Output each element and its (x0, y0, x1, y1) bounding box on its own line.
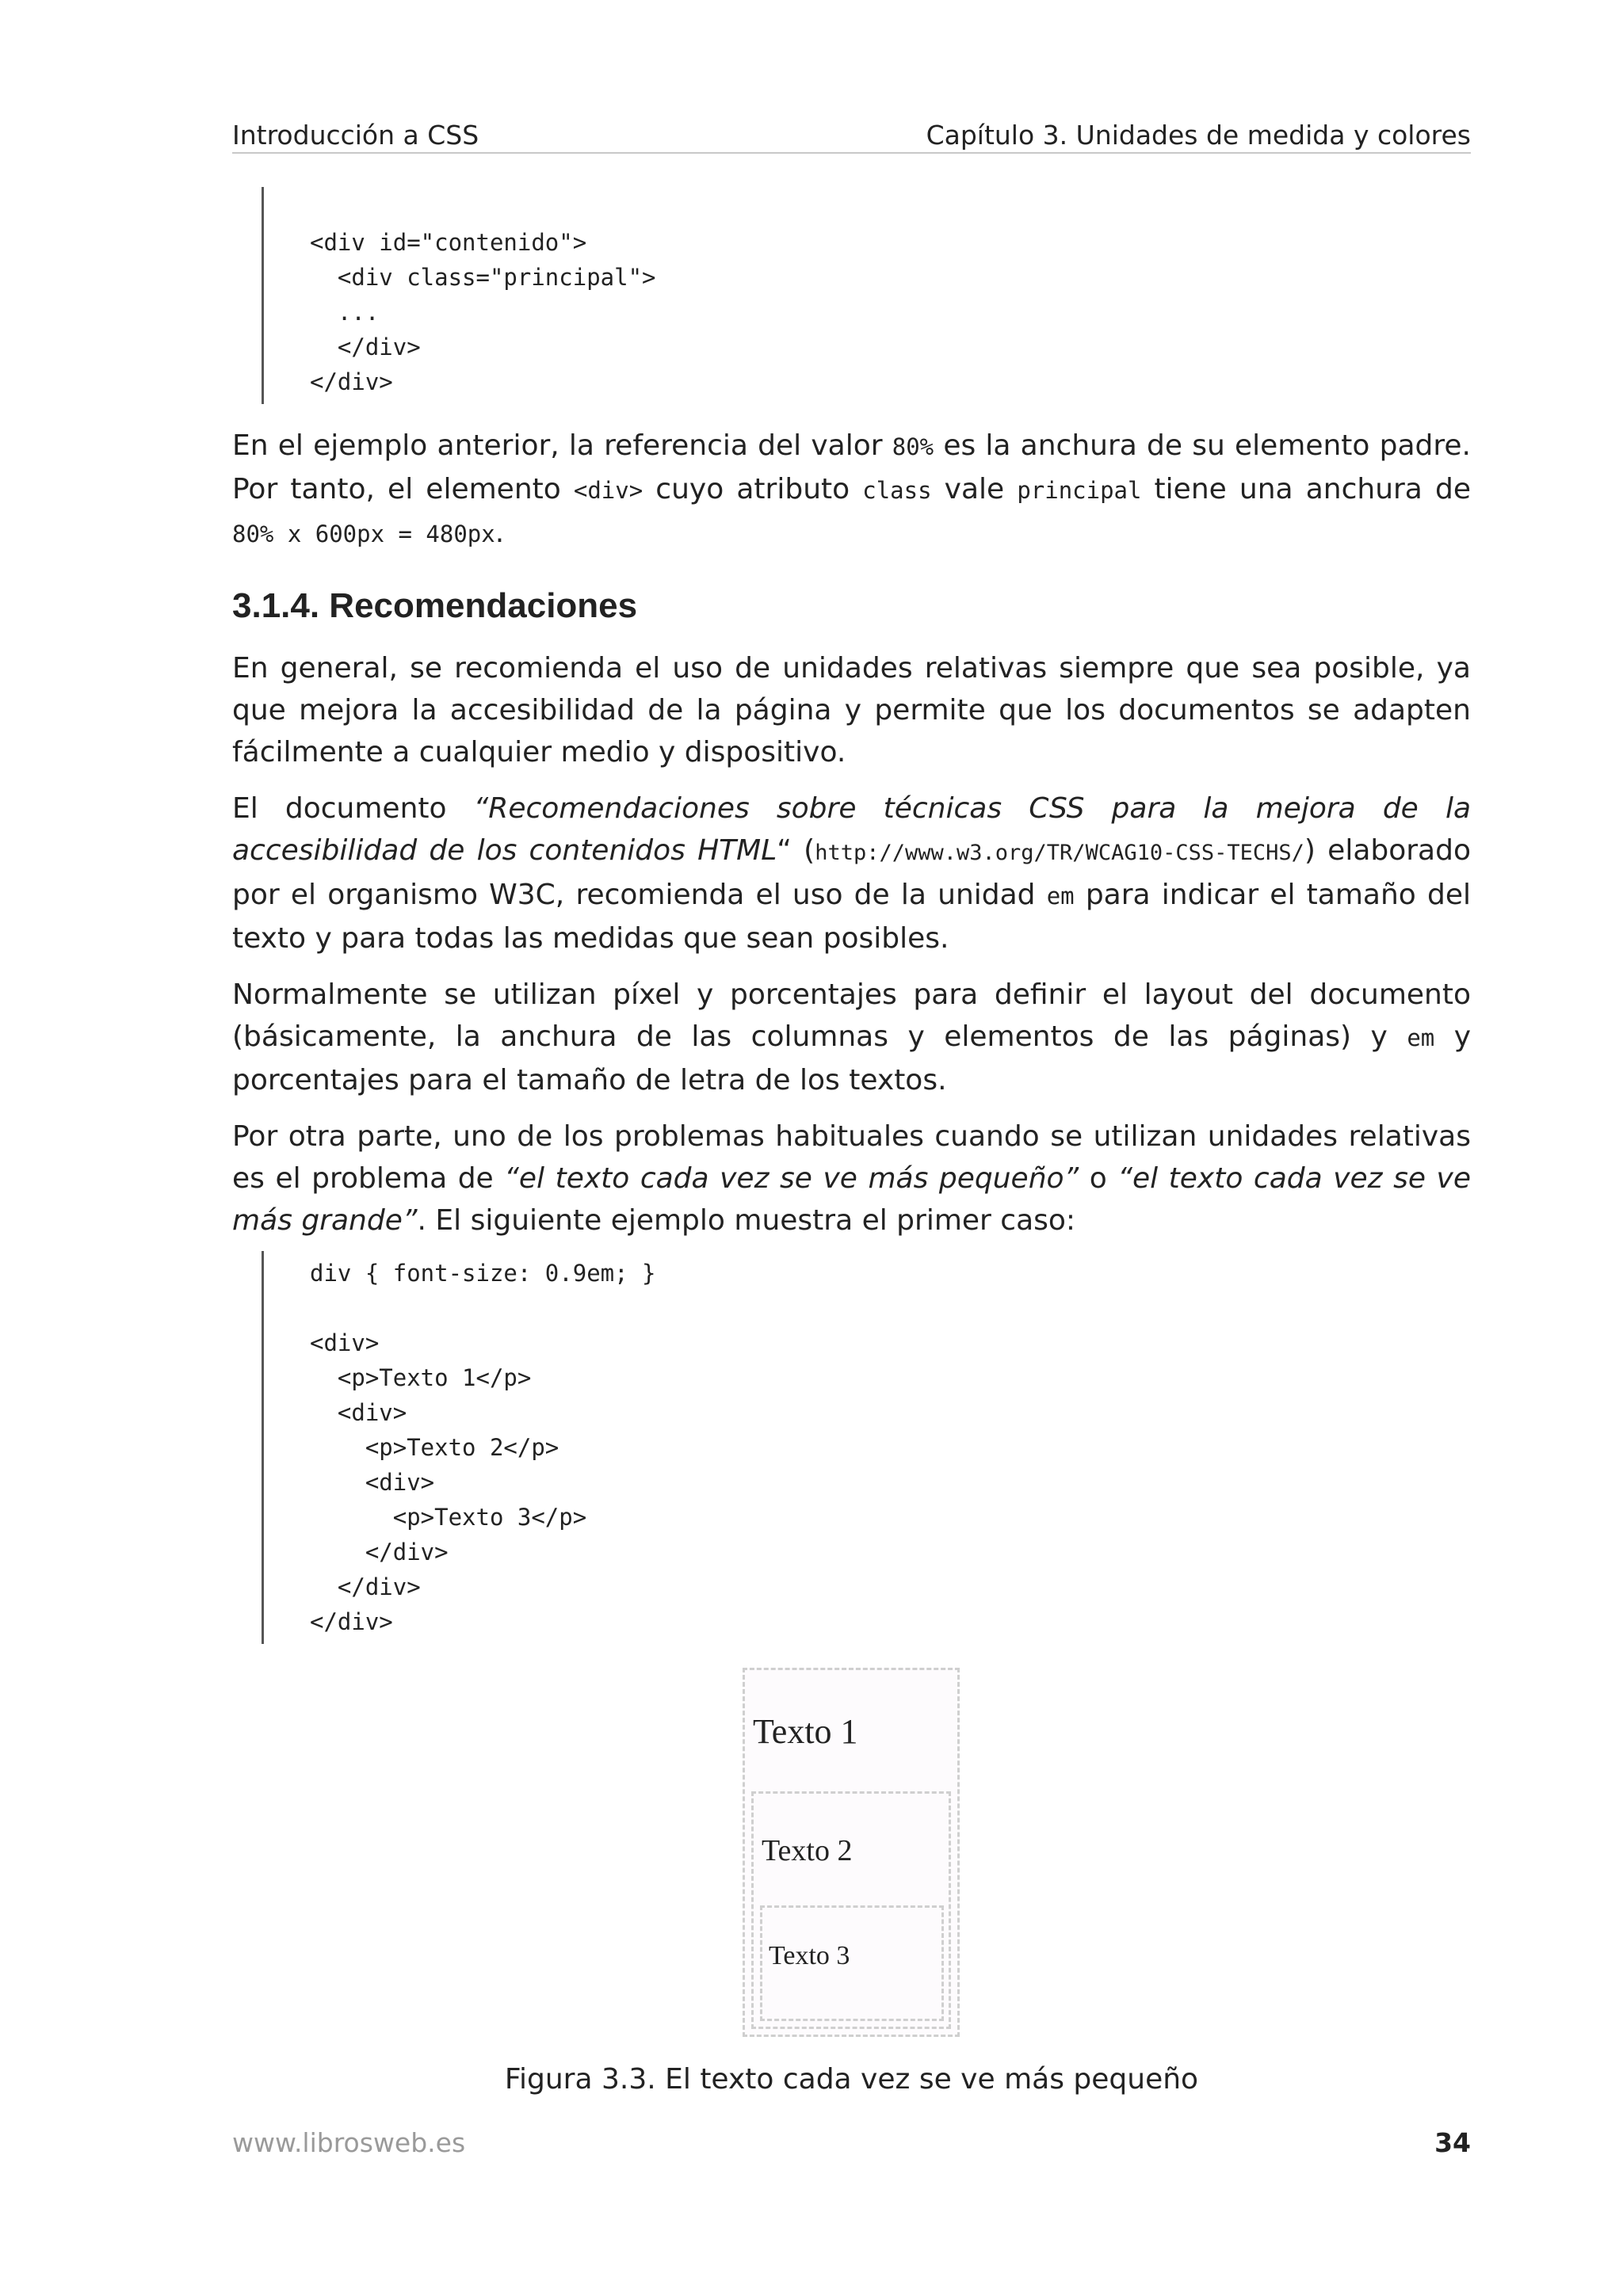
code-line: <p>Texto 3</p> (310, 1504, 587, 1531)
figure-text-2: Texto 2 (762, 1834, 853, 1867)
footer-website: www.librosweb.es (232, 2127, 466, 2158)
code-line: </div> (310, 1573, 421, 1600)
page-content (232, 187, 1471, 2099)
code-line: <div id="contenido"> (310, 229, 587, 256)
page-header (232, 119, 1471, 154)
code-line: <p>Texto 1</p> (310, 1364, 532, 1391)
inline-code: class (862, 477, 932, 504)
code-line: <div> (310, 1399, 407, 1426)
figure-nested-text (232, 1668, 1471, 2053)
inline-code: <div> (573, 477, 643, 504)
section-heading: 3.1.4. Recomendaciones (232, 586, 638, 625)
inline-code: em (1407, 1024, 1435, 1051)
code-block-html-structure (262, 187, 1471, 404)
code-line: <div class="principal"> (310, 264, 656, 291)
code-line: </div> (310, 1608, 393, 1635)
paragraph-text-size-problem: Por otra parte, uno de los problemas habituales cuando se utilizan unidades relativas es el problema de “el texto cada vez se ve más pequeño” o “el texto cada vez se ve más grande”. El siguiente ejemplo muestra el primer caso: (232, 1120, 1471, 1237)
page-number: 34 (1434, 2127, 1471, 2158)
figure-middle-div (751, 1791, 951, 2029)
figure-inner-div (760, 1905, 944, 2021)
paragraph-percentage-reference: En el ejemplo anterior, la referencia del valor 80% es la anchura de su elemento padre. Por tanto, el elemento <div> cuyo atributo class vale principal tiene una anchura de 80% x 600px = 480px. (232, 429, 1471, 549)
paragraph-layout-units: Normalmente se utilizan píxel y porcentajes para definir el layout del documento (básicamente, la anchura de las columnas y elementos de las páginas) y em y porcentajes para el tamaño de letra de los textos. (232, 978, 1471, 1097)
figure-outer-div (743, 1668, 960, 2037)
code-line: </div> (310, 368, 393, 395)
code-line: <p>Texto 2</p> (310, 1434, 559, 1461)
code-line: ... (310, 299, 380, 326)
code-line (310, 1291, 1471, 1325)
page-footer (232, 2126, 1471, 2160)
inline-code: 80% (892, 433, 934, 460)
paragraph-w3c-recommendation: El documento “Recomendaciones sobre técnicas CSS para la mejora de la accesibilidad de los contenidos HTML“ (http://www.w3.org/TR/WCAG10-CSS-TECHS/) elaborado por el organismo W3C, recomienda el uso de la unidad em para indicar el tamaño del texto y para todas las medidas que sean posibles. (232, 792, 1472, 955)
header-book-title: Introducción a CSS (232, 120, 479, 151)
inline-code: principal (1017, 477, 1142, 504)
figure-caption: Figura 3.3. El texto cada vez se ve más pequeño (504, 2063, 1199, 2096)
code-line: div { font-size: 0.9em; } (310, 1260, 656, 1287)
paragraph-relative-units: En general, se recomienda el uso de unidades relativas siempre que sea posible, ya que mejora la accesibilidad de la página y permite que los documentos se adapten fácilmente a cualquier medio y dispositivo. (232, 652, 1471, 769)
figure-text-3: Texto 3 (769, 1941, 850, 1970)
code-line: <div> (310, 1469, 435, 1496)
header-chapter-title: Capítulo 3. Unidades de medida y colores (926, 120, 1471, 151)
code-block-font-size-example (262, 1251, 1471, 1644)
figure-text-1: Texto 1 (753, 1712, 858, 1751)
code-line: </div> (310, 334, 421, 360)
code-line: <div> (310, 1329, 380, 1356)
inline-code: 80% x 600px = 480px (232, 521, 495, 547)
code-line: </div> (310, 1539, 449, 1566)
link-url: http://www.w3.org/TR/WCAG10-CSS-TECHS/ (815, 841, 1304, 865)
inline-code: em (1046, 883, 1075, 910)
